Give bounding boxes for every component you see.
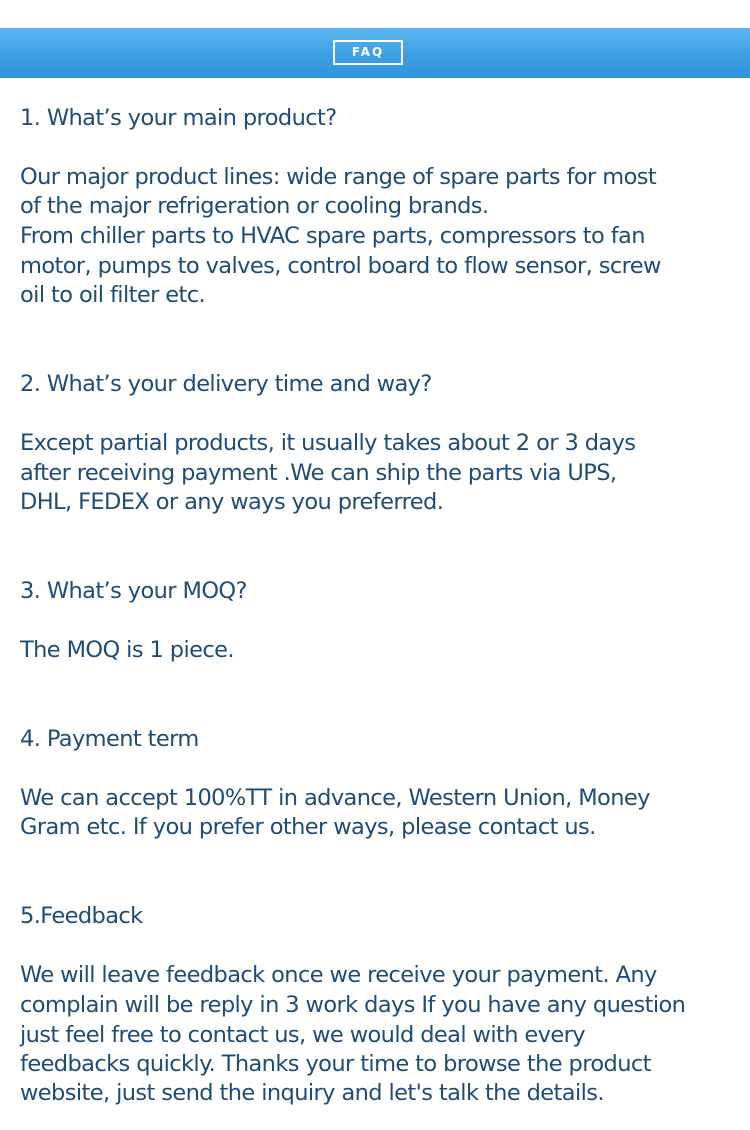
faq-answer-1-line-5: oil to oil filter etc. bbox=[20, 282, 206, 308]
faq-answer-3-line-1: The MOQ is 1 piece. bbox=[20, 637, 234, 663]
faq-answer-5-line-4: feedbacks quickly. Thanks your time to browse the product bbox=[20, 1051, 651, 1077]
faq-answer-1-line-4: motor, pumps to valves, control board to flow sensor, screw bbox=[20, 253, 661, 279]
faq-answer-2-line-1: Except partial products, it usually takes about 2 or 3 days bbox=[20, 430, 636, 456]
faq-header-band bbox=[0, 28, 750, 78]
faq-answer-5-line-2: complain will be reply in 3 work days If you have any question bbox=[20, 992, 686, 1018]
faq-answer-1-line-2: of the major refrigeration or cooling brands. bbox=[20, 193, 489, 219]
faq-answer-1-line-1: Our major product lines: wide range of spare parts for most bbox=[20, 164, 657, 190]
faq-answer-4-line-2: Gram etc. If you prefer other ways, please contact us. bbox=[20, 814, 596, 840]
faq-answer-4-line-1: We can accept 100%TT in advance, Western Union, Money bbox=[20, 785, 650, 811]
faq-question-3: 3. What’s your MOQ? bbox=[20, 578, 247, 604]
faq-question-5: 5.Feedback bbox=[20, 903, 143, 929]
faq-answer-2-line-3: DHL, FEDEX or any ways you preferred. bbox=[20, 489, 444, 515]
faq-answer-5-line-5: website, just send the inquiry and let's talk the details. bbox=[20, 1080, 604, 1106]
faq-question-4: 4. Payment term bbox=[20, 726, 199, 752]
faq-answer-1-line-3: From chiller parts to HVAC spare parts, compressors to fan bbox=[20, 223, 645, 249]
faq-answer-2-line-2: after receiving payment .We can ship the parts via UPS, bbox=[20, 460, 617, 486]
faq-title: FAQ bbox=[333, 40, 403, 65]
faq-question-1: 1. What’s your main product? bbox=[20, 105, 337, 131]
faq-answer-5-line-3: just feel free to contact us, we would deal with every bbox=[20, 1022, 585, 1048]
faq-answer-5-line-1: We will leave feedback once we receive your payment. Any bbox=[20, 962, 657, 988]
faq-question-2: 2. What’s your delivery time and way? bbox=[20, 371, 432, 397]
